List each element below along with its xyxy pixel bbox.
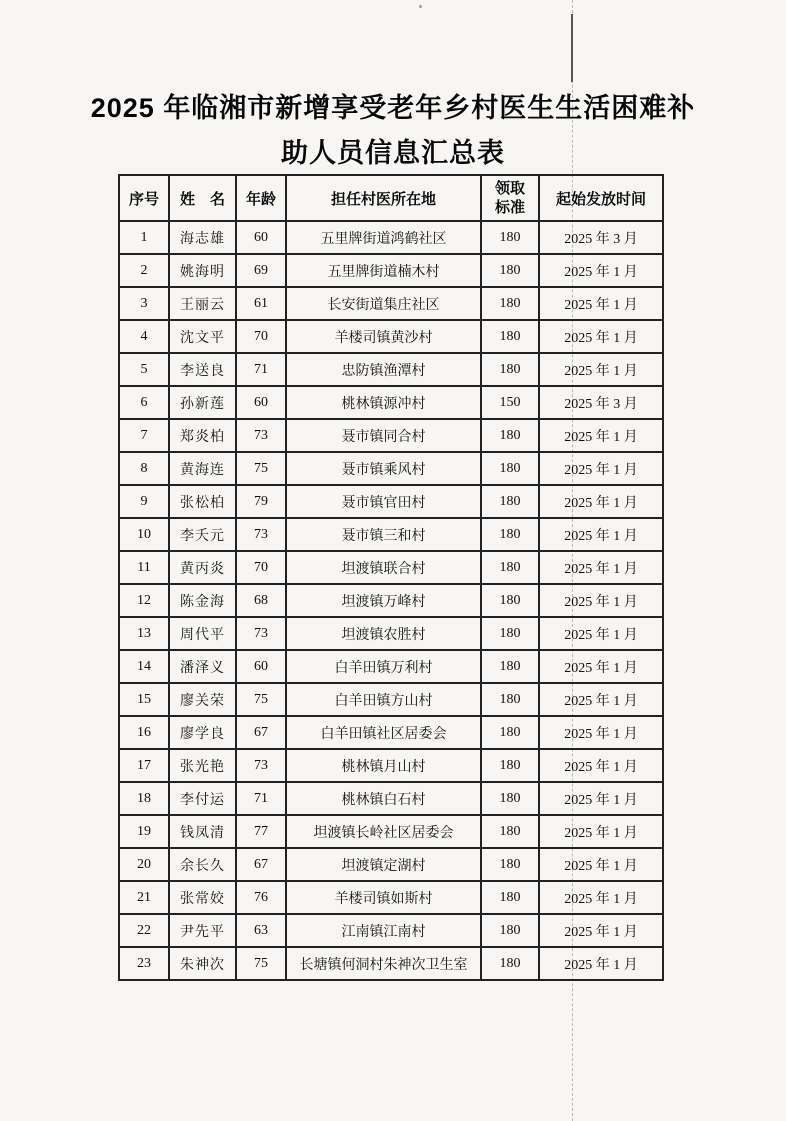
header-standard-line1: 领取	[494, 180, 525, 197]
cell-standard: 150	[481, 386, 539, 419]
cell-no: 10	[119, 518, 169, 551]
cell-standard: 180	[481, 617, 539, 650]
cell-no: 2	[119, 254, 169, 287]
cell-standard: 180	[481, 320, 539, 353]
table-row	[119, 353, 663, 386]
header-age: 年龄	[236, 175, 286, 221]
cell-start: 2025 年 1 月	[539, 353, 663, 386]
table-header-row	[119, 175, 663, 221]
cell-no: 11	[119, 551, 169, 584]
cell-no: 12	[119, 584, 169, 617]
cell-no: 18	[119, 782, 169, 815]
cell-age: 60	[236, 221, 286, 254]
cell-location: 聂市镇同合村	[286, 419, 481, 452]
cell-location: 长安街道集庄社区	[286, 287, 481, 320]
table-row	[119, 221, 663, 254]
cell-location: 聂市镇乘风村	[286, 452, 481, 485]
cell-standard: 180	[481, 353, 539, 386]
document-title	[0, 86, 786, 176]
table-row	[119, 815, 663, 848]
cell-standard: 180	[481, 254, 539, 287]
cell-age: 70	[236, 551, 286, 584]
cell-no: 19	[119, 815, 169, 848]
cell-name: 潘泽义	[169, 650, 236, 683]
cell-name: 郑炎柏	[169, 419, 236, 452]
table-row	[119, 485, 663, 518]
cell-location: 白羊田镇方山村	[286, 683, 481, 716]
cell-age: 63	[236, 914, 286, 947]
cell-standard: 180	[481, 221, 539, 254]
table-row	[119, 254, 663, 287]
table-row	[119, 848, 663, 881]
cell-start: 2025 年 1 月	[539, 419, 663, 452]
cell-age: 73	[236, 617, 286, 650]
cell-location: 白羊田镇社区居委会	[286, 716, 481, 749]
header-name: 姓 名	[169, 175, 236, 221]
cell-no: 7	[119, 419, 169, 452]
cell-start: 2025 年 1 月	[539, 683, 663, 716]
table-row	[119, 881, 663, 914]
cell-name: 张光艳	[169, 749, 236, 782]
cell-location: 坦渡镇长岭社区居委会	[286, 815, 481, 848]
cell-start: 2025 年 3 月	[539, 221, 663, 254]
cell-age: 61	[236, 287, 286, 320]
cell-name: 朱神次	[169, 947, 236, 980]
scan-artifact-line	[571, 14, 573, 82]
table-row	[119, 287, 663, 320]
cell-standard: 180	[481, 815, 539, 848]
cell-start: 2025 年 1 月	[539, 716, 663, 749]
table-row	[119, 947, 663, 980]
table-row	[119, 386, 663, 419]
cell-standard: 180	[481, 782, 539, 815]
cell-no: 17	[119, 749, 169, 782]
header-start-time: 起始发放时间	[539, 175, 663, 221]
cell-start: 2025 年 1 月	[539, 452, 663, 485]
table-row	[119, 683, 663, 716]
table-row	[119, 782, 663, 815]
cell-name: 李付运	[169, 782, 236, 815]
cell-no: 4	[119, 320, 169, 353]
cell-name: 黄海连	[169, 452, 236, 485]
cell-age: 76	[236, 881, 286, 914]
cell-name: 孙新莲	[169, 386, 236, 419]
cell-start: 2025 年 1 月	[539, 584, 663, 617]
cell-start: 2025 年 1 月	[539, 848, 663, 881]
cell-start: 2025 年 1 月	[539, 254, 663, 287]
cell-no: 14	[119, 650, 169, 683]
cell-start: 2025 年 1 月	[539, 749, 663, 782]
document-title-line2: 助人员信息汇总表	[281, 138, 505, 168]
cell-no: 13	[119, 617, 169, 650]
cell-location: 坦渡镇农胜村	[286, 617, 481, 650]
cell-age: 67	[236, 716, 286, 749]
header-standard-line2: 标准	[494, 199, 525, 216]
summary-table	[118, 174, 664, 981]
cell-name: 周代平	[169, 617, 236, 650]
cell-start: 2025 年 1 月	[539, 551, 663, 584]
cell-standard: 180	[481, 716, 539, 749]
cell-standard: 180	[481, 518, 539, 551]
cell-age: 70	[236, 320, 286, 353]
cell-no: 21	[119, 881, 169, 914]
cell-standard: 180	[481, 485, 539, 518]
cell-no: 8	[119, 452, 169, 485]
cell-start: 2025 年 1 月	[539, 815, 663, 848]
cell-age: 67	[236, 848, 286, 881]
cell-no: 9	[119, 485, 169, 518]
cell-location: 聂市镇三和村	[286, 518, 481, 551]
scan-speck	[419, 5, 422, 8]
cell-location: 坦渡镇定湖村	[286, 848, 481, 881]
table-row	[119, 551, 663, 584]
cell-age: 75	[236, 683, 286, 716]
cell-no: 16	[119, 716, 169, 749]
cell-age: 77	[236, 815, 286, 848]
table-row	[119, 584, 663, 617]
cell-location: 江南镇江南村	[286, 914, 481, 947]
document-title-line1: 2025 年临湘市新增享受老年乡村医生生活困难补	[90, 93, 696, 123]
cell-start: 2025 年 1 月	[539, 485, 663, 518]
cell-age: 75	[236, 452, 286, 485]
cell-start: 2025 年 3 月	[539, 386, 663, 419]
cell-no: 22	[119, 914, 169, 947]
cell-age: 73	[236, 749, 286, 782]
cell-no: 5	[119, 353, 169, 386]
cell-age: 71	[236, 782, 286, 815]
table-row	[119, 914, 663, 947]
cell-name: 海志雄	[169, 221, 236, 254]
cell-standard: 180	[481, 749, 539, 782]
cell-location: 聂市镇官田村	[286, 485, 481, 518]
cell-age: 73	[236, 518, 286, 551]
cell-start: 2025 年 1 月	[539, 782, 663, 815]
cell-standard: 180	[481, 881, 539, 914]
cell-start: 2025 年 1 月	[539, 881, 663, 914]
cell-start: 2025 年 1 月	[539, 914, 663, 947]
cell-no: 6	[119, 386, 169, 419]
cell-location: 白羊田镇万利村	[286, 650, 481, 683]
cell-standard: 180	[481, 287, 539, 320]
cell-age: 75	[236, 947, 286, 980]
cell-start: 2025 年 1 月	[539, 947, 663, 980]
cell-name: 余长久	[169, 848, 236, 881]
cell-name: 王丽云	[169, 287, 236, 320]
cell-name: 尹先平	[169, 914, 236, 947]
header-no: 序号	[119, 175, 169, 221]
cell-name: 李夭元	[169, 518, 236, 551]
cell-standard: 180	[481, 947, 539, 980]
cell-location: 羊楼司镇黄沙村	[286, 320, 481, 353]
cell-start: 2025 年 1 月	[539, 617, 663, 650]
cell-age: 69	[236, 254, 286, 287]
cell-standard: 180	[481, 551, 539, 584]
cell-name: 姚海明	[169, 254, 236, 287]
cell-standard: 180	[481, 419, 539, 452]
cell-age: 73	[236, 419, 286, 452]
cell-name: 张松柏	[169, 485, 236, 518]
cell-start: 2025 年 1 月	[539, 320, 663, 353]
cell-name: 沈文平	[169, 320, 236, 353]
cell-location: 坦渡镇联合村	[286, 551, 481, 584]
cell-name: 张常姣	[169, 881, 236, 914]
cell-age: 60	[236, 650, 286, 683]
cell-no: 1	[119, 221, 169, 254]
cell-no: 15	[119, 683, 169, 716]
cell-name: 陈金海	[169, 584, 236, 617]
header-location: 担任村医所在地	[286, 175, 481, 221]
cell-standard: 180	[481, 683, 539, 716]
cell-location: 长塘镇何洞村朱神次卫生室	[286, 947, 481, 980]
table-row	[119, 716, 663, 749]
table-row	[119, 749, 663, 782]
cell-location: 桃林镇源冲村	[286, 386, 481, 419]
cell-no: 3	[119, 287, 169, 320]
cell-start: 2025 年 1 月	[539, 287, 663, 320]
cell-name: 李送良	[169, 353, 236, 386]
cell-standard: 180	[481, 452, 539, 485]
cell-standard: 180	[481, 584, 539, 617]
table-row	[119, 320, 663, 353]
cell-start: 2025 年 1 月	[539, 650, 663, 683]
cell-name: 廖学良	[169, 716, 236, 749]
table-row	[119, 518, 663, 551]
cell-standard: 180	[481, 848, 539, 881]
table-row	[119, 617, 663, 650]
cell-no: 23	[119, 947, 169, 980]
cell-location: 羊楼司镇如斯村	[286, 881, 481, 914]
cell-age: 79	[236, 485, 286, 518]
header-standard	[481, 175, 539, 221]
cell-standard: 180	[481, 914, 539, 947]
cell-location: 五里牌街道鸿鹤社区	[286, 221, 481, 254]
cell-location: 忠防镇渔潭村	[286, 353, 481, 386]
cell-age: 71	[236, 353, 286, 386]
table-row	[119, 650, 663, 683]
cell-name: 黄丙炎	[169, 551, 236, 584]
cell-location: 坦渡镇万峰村	[286, 584, 481, 617]
cell-standard: 180	[481, 650, 539, 683]
table-row	[119, 419, 663, 452]
cell-location: 五里牌街道楠木村	[286, 254, 481, 287]
cell-age: 68	[236, 584, 286, 617]
cell-age: 60	[236, 386, 286, 419]
table-row	[119, 452, 663, 485]
cell-location: 桃林镇月山村	[286, 749, 481, 782]
cell-start: 2025 年 1 月	[539, 518, 663, 551]
cell-no: 20	[119, 848, 169, 881]
cell-location: 桃林镇白石村	[286, 782, 481, 815]
cell-name: 钱凤清	[169, 815, 236, 848]
cell-name: 廖关荣	[169, 683, 236, 716]
